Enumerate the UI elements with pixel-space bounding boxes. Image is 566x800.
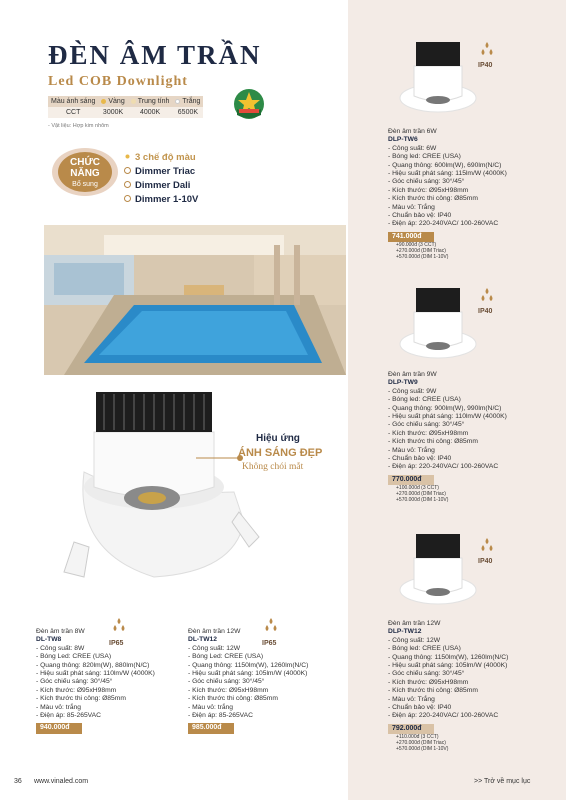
product-image-dlp-tw6 bbox=[398, 36, 478, 116]
hero-caption-line2: ÁNH SÁNG ĐẸP bbox=[238, 447, 323, 459]
ip-rating-label: IP65 bbox=[262, 640, 277, 647]
neutral-dot-icon bbox=[131, 99, 136, 104]
function-item: Dimmer Dali bbox=[124, 179, 198, 193]
white-dot-icon bbox=[175, 99, 180, 104]
function-badge-line2: NĂNG bbox=[70, 168, 100, 179]
product-image-dlp-tw12 bbox=[398, 528, 478, 608]
ip-rating-label: IP40 bbox=[478, 558, 493, 565]
product-spec-dl-tw8: Đèn âm trần 8W DL-TW8 - Công suất: 8W - Bóng Led: CREE (USA) - Quang thông: 820lm(W), 880lm(N/C) - Hiệu suất phát sáng: 110lm/W (4000K) - Góc chiếu sáng: 30°/45° - Kích thước: Ø95xH98mm - Kích thước thi công: Ø85mm - Màu vỏ: trắng - Điện áp: 85-265VAC 940.000đ bbox=[36, 628, 186, 734]
function-list bbox=[124, 151, 198, 207]
dimmer-icon bbox=[124, 181, 131, 188]
cct-table bbox=[48, 96, 203, 118]
ip-rating-label: IP40 bbox=[478, 62, 493, 69]
ip-rating-label: IP65 bbox=[109, 640, 124, 647]
page-title: ĐÈN ÂM TRẦN bbox=[48, 40, 262, 70]
price-badge: 770.000đ bbox=[388, 475, 434, 485]
price-badge: 985.000đ bbox=[188, 723, 234, 733]
product-spec-dlp-tw6: Đèn âm trần 6W DLP-TW6 - Công suất: 6W - Bóng led: CREE (USA) - Quang thông: 600lm(W), 690lm(N/C) - Hiệu suất phát sáng: 115lm/W (4000K) - Góc chiếu sáng: 30°/45° - Kích thước: Ø95xH98mm - Kích thước thi công: Ø85mm - Màu vỏ: Trắng - Chuẩn bảo vệ: IP40 - Điện áp: 220-240VAC/ 100-260VAC 741.000đ +90.000đ (3 CCT) +270.000đ (DIM Triac) +570.000đ (DIM 1-10V) bbox=[388, 128, 507, 261]
energy-saving-badge-icon bbox=[230, 85, 268, 123]
product-image-dlp-tw9 bbox=[398, 282, 478, 362]
function-badge-line1: CHỨC bbox=[70, 157, 100, 168]
dimmer-icon bbox=[124, 167, 131, 174]
downlight-product-image bbox=[54, 372, 264, 582]
function-item: Dimmer 1-10V bbox=[124, 193, 198, 207]
cct-row-label: CCT bbox=[48, 107, 98, 118]
back-to-contents-link[interactable]: >> Trở về mục lục bbox=[474, 778, 531, 785]
cct-warm-label: Vàng bbox=[108, 98, 125, 105]
page-number: 36 bbox=[14, 778, 22, 785]
function-badge-icon bbox=[50, 146, 120, 198]
water-drop-icon bbox=[478, 40, 496, 58]
page-subtitle: Led COB Downlight bbox=[48, 74, 188, 89]
function-item: 3 chế độ màu bbox=[124, 151, 198, 165]
product-spec-dlp-tw9: Đèn âm trần 9W DLP-TW9 - Công suất: 9W - Bóng led: CREE (USA) - Quang thông: 900lm(W), 990lm(N/C) - Hiệu suất phát sáng: 110lm/W (4000K) - Góc chiếu sáng: 30°/45° - Kích thước: Ø95xH98mm - Kích thước thi công: Ø85mm - Màu vỏ: Trắng - Chuẩn bảo vệ: IP40 - Điện áp: 220-240VAC/ 100-260VAC 770.000đ +100.000đ (3 CCT) +270.000đ (DIM Triac) +570.000đ (DIM 1-10V) bbox=[388, 371, 507, 504]
cct-white-label: Trắng bbox=[182, 98, 201, 105]
price-badge: 940.000đ bbox=[36, 723, 82, 733]
pool-room-photo bbox=[44, 225, 346, 375]
cct-warm-value: 3000K bbox=[98, 107, 127, 118]
product-spec-dl-tw12: Đèn âm trần 12W DL-TW12 - Công suất: 12W - Bóng Led: CREE (USA) - Quang thông: 1150lm(W), 1260lm(N/C) - Hiệu suất phát sáng: 105lm/W (4000K) - Góc chiếu sáng: 30°/45° - Kích thước: Ø95xH98mm - Kích thước thi công: Ø85mm - Màu vỏ: trắng - Điện áp: 85-265VAC 985.000đ bbox=[188, 628, 346, 734]
cct-neutral-label: Trung tính bbox=[137, 98, 170, 105]
cct-header-label: Màu ánh sáng bbox=[48, 96, 98, 107]
hero-caption-line1: Hiệu ứng bbox=[256, 433, 300, 444]
warm-dot-icon bbox=[101, 99, 106, 104]
product-spec-dlp-tw12: Đèn âm trần 12W DLP-TW12 - Công suất: 12W - Bóng led: CREE (USA) - Quang thông: 1150lm(W), 1260lm(N/C) - Hiệu suất phát sáng: 105lm/W (4000K) - Góc chiếu sáng: 30°/45° - Kích thước: Ø95xH98mm - Kích thước thi công: Ø85mm - Màu vỏ: Trắng - Chuẩn bảo vệ: IP40 - Điện áp: 220-240VAC/ 100-260VAC 792.000đ +110.000đ (3 CCT) +270.000đ (DIM Triac) +570.000đ (DIM 1-10V) bbox=[388, 620, 509, 753]
cct-neutral-value: 4000K bbox=[128, 107, 173, 118]
price-badge: 741.000đ bbox=[388, 232, 434, 242]
function-badge-line3: Bổ sung bbox=[72, 181, 98, 188]
website-link[interactable]: www.vinaled.com bbox=[34, 778, 89, 785]
cct-white-value: 6500K bbox=[172, 107, 203, 118]
material-note: - Vật liệu: Hợp kim nhôm bbox=[48, 123, 109, 129]
price-badge: 792.000đ bbox=[388, 724, 434, 734]
ip-rating-label: IP40 bbox=[478, 308, 493, 315]
color-dots-icon bbox=[124, 153, 131, 160]
water-drop-icon bbox=[478, 286, 496, 304]
function-item: Dimmer Triac bbox=[124, 165, 198, 179]
water-drop-icon bbox=[478, 536, 496, 554]
hero-caption-line3: Không chói mắt bbox=[242, 462, 304, 472]
dimmer-icon bbox=[124, 195, 131, 202]
